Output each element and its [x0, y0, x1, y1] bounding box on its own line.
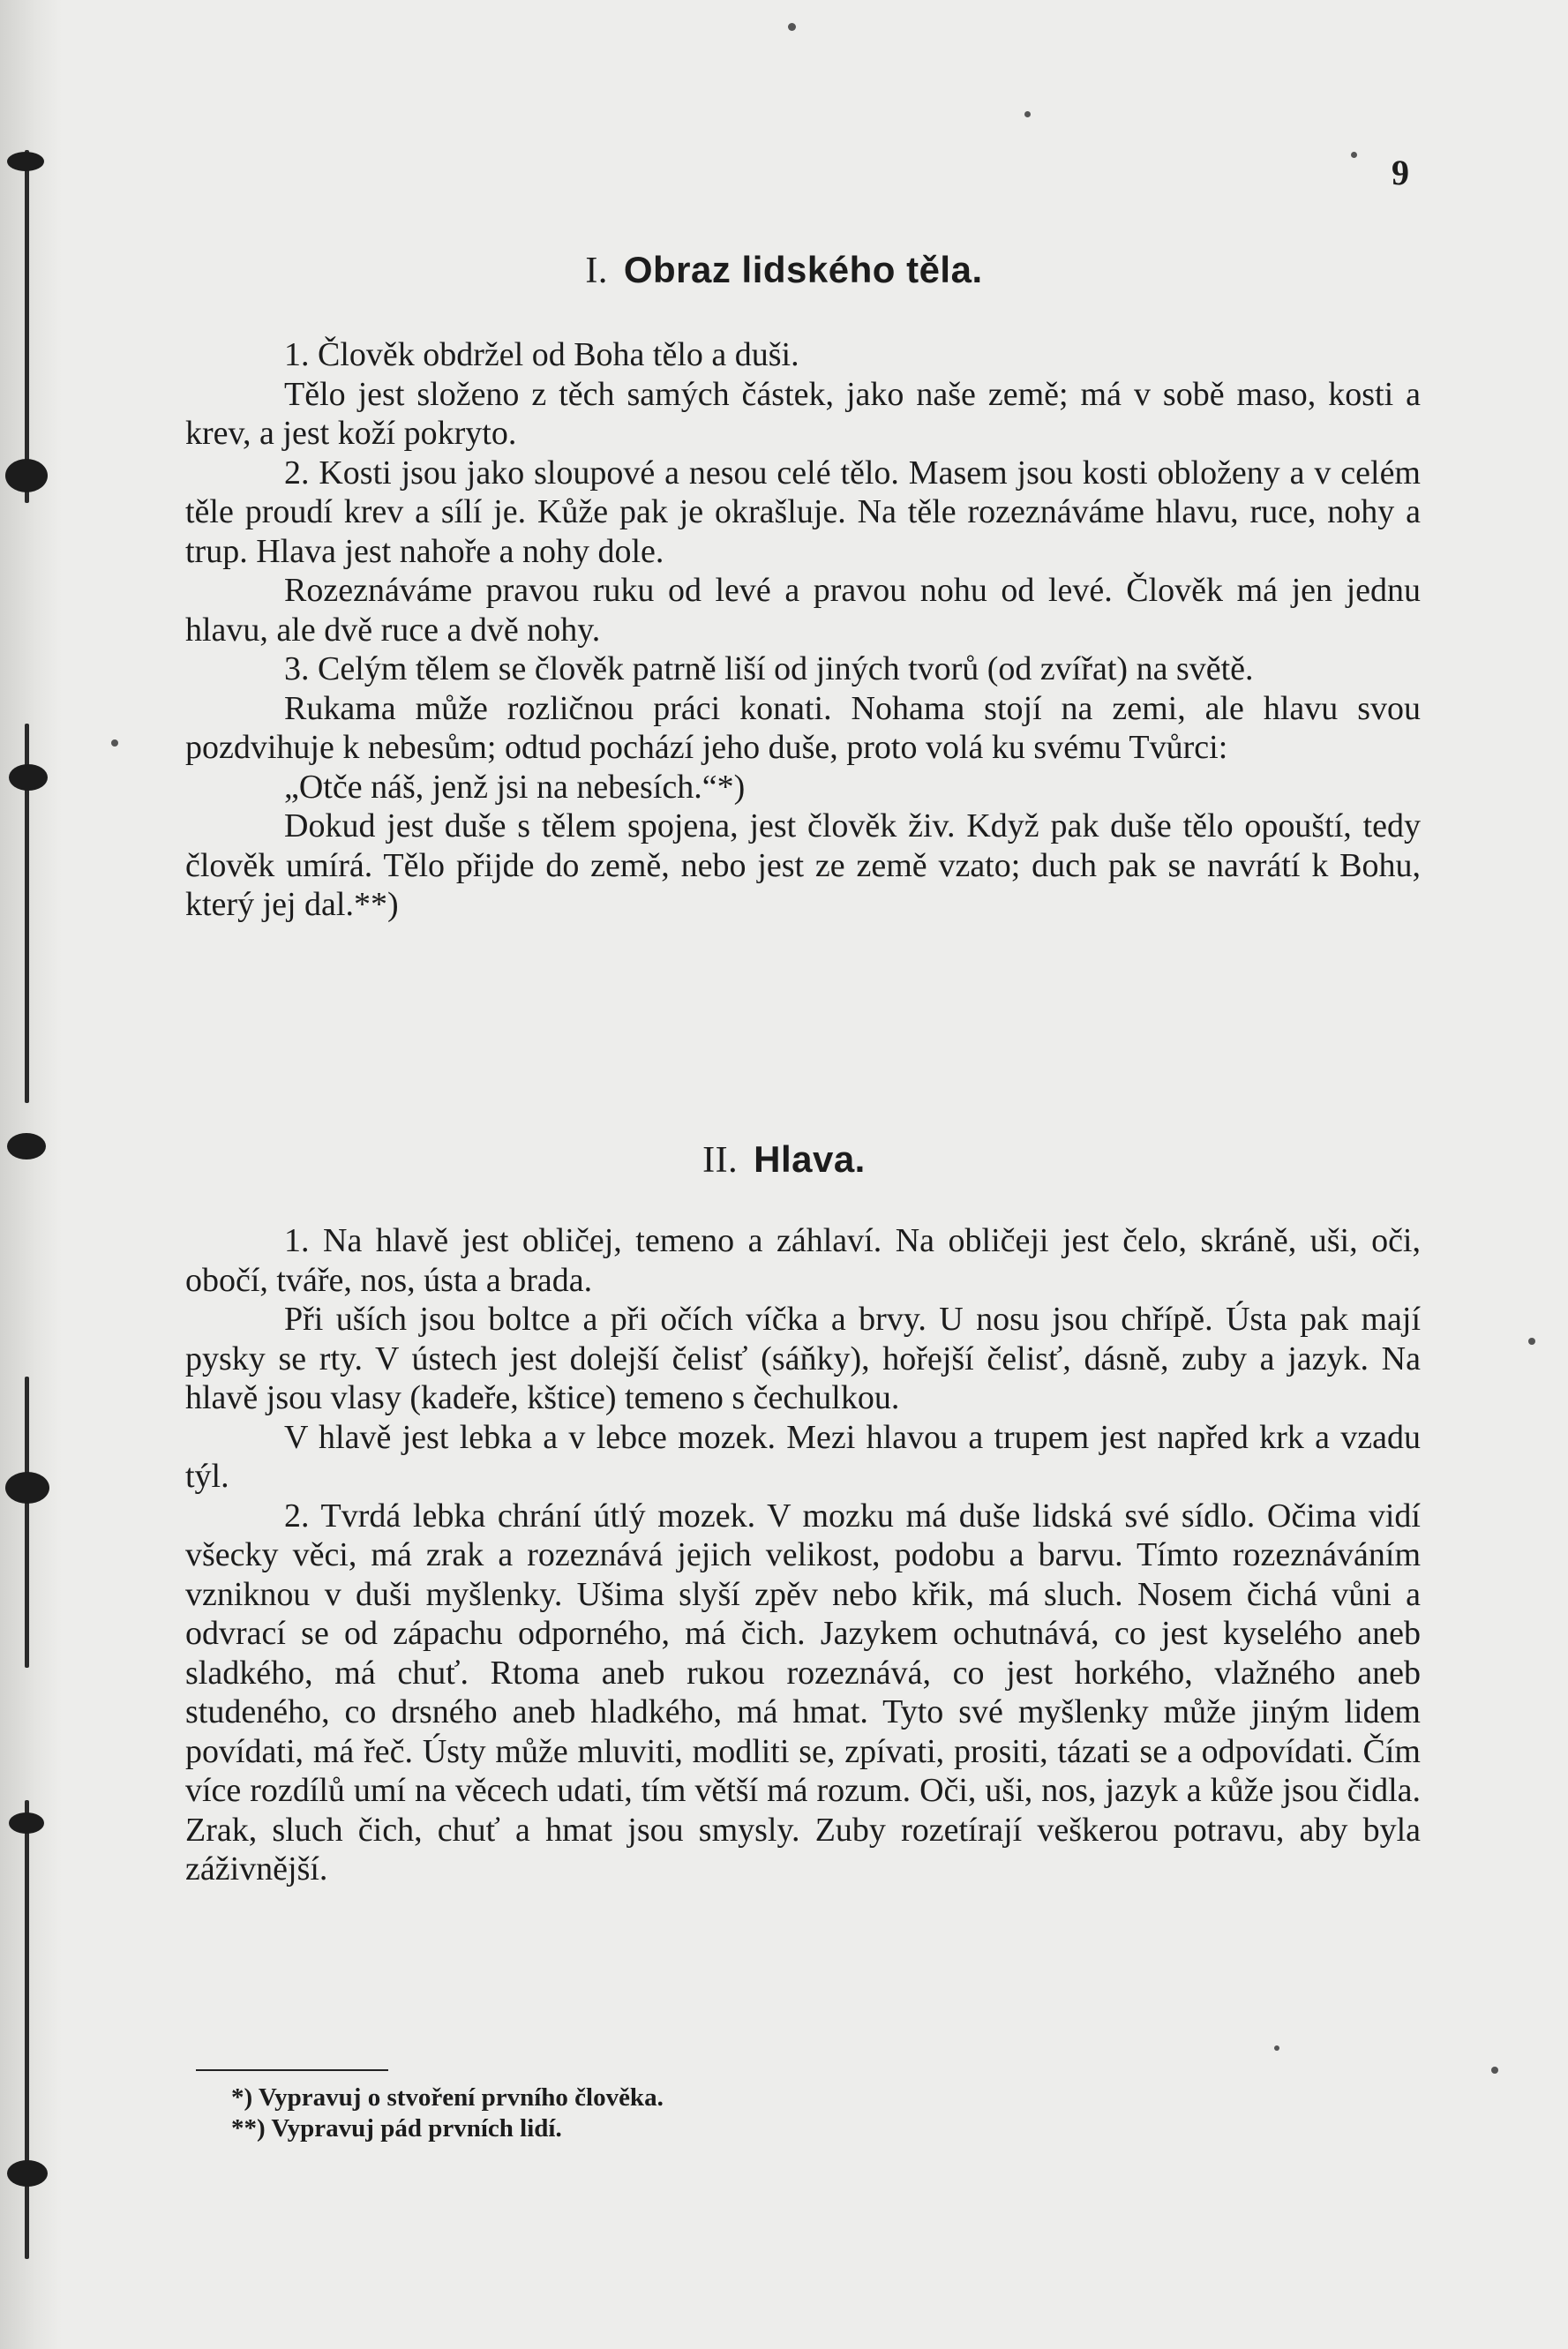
paragraph: 1. Člověk obdržel od Boha tělo a duši. [284, 336, 799, 373]
section-2-body [185, 1221, 1421, 1889]
paragraph: Tělo jest složeno z těch samých částek, jako naše země; má v sobě maso, kosti a krev, a jest koží pokryto. [185, 375, 1421, 452]
section-number: II. [702, 1140, 739, 1181]
paper-speck [788, 23, 796, 31]
paper-speck [1024, 111, 1031, 117]
paper-speck [1274, 2045, 1279, 2051]
binding-knot [9, 764, 48, 791]
paragraph: 1. Na hlavě jest obličej, temeno a záhlaví. Na obličeji jest čelo, skráně, uši, oči, obočí, tváře, nos, ústa a brada. [185, 1222, 1421, 1299]
section-number: I. [585, 251, 608, 291]
binding-knot [7, 152, 44, 171]
paragraph: 3. Celým tělem se člověk patrně liší od jiných tvorů (od zvířat) na světě. [284, 650, 1254, 687]
page-number: 9 [1392, 153, 1409, 192]
footnote: **) Vypravuj pád prvních lidí. [231, 2114, 562, 2143]
paper-speck [1528, 1338, 1535, 1345]
footnotes [231, 2083, 664, 2144]
section-heading-2 [0, 1138, 1568, 1182]
paragraph: Dokud jest duše s tělem spojena, jest člověk živ. Když pak duše tělo opouští, tedy člověk umírá. Tělo přijde do země, nebo jest ze země vzato; duch pak se navrátí k Bohu, který jej dal.**) [185, 807, 1421, 923]
footnote-separator [196, 2069, 388, 2071]
paragraph: 2. Tvrdá lebka chrání útlý mozek. V mozku má duše lidská své sídlo. Očima vidí všecky věci, má zrak a rozeznává jejich velikost, podobu a barvu. Tímto rozeznáváním vzniknou v duši myšlenky. Ušima slyší zpěv nebo křik, má sluch. Nosem čichá vůni a odvrací se od zápachu odporného, má čich. Jazykem ochutnává, co jest kyselého aneb sladkého, má chuť. Rtoma aneb rukou rozeznává, co jest horkého, vlažného aneb studeného, co drsného aneb hladkého, má hmat. Tyto své myšlenky může jiným lidem povídati, má řeč. Ústy může mluviti, modliti se, zpívati, prositi, tázati se a odpovídati. Čím více rozdílů umí na věcech udati, tím větší má rozum. Oči, uši, nos, jazyk a kůže jsou čidla. Zrak, sluch čich, chuť a hmat jsou smysly. Zuby rozetírají veškerou potravu, aby byla záživnější. [185, 1497, 1421, 1887]
binding-knot [7, 2160, 48, 2187]
paragraph: Rukama může rozličnou práci konati. Nohama stojí na zemi, ale hlavu svou pozdvihuje k nebesům; odtud pochází jeho duše, proto volá ku svému Tvůrci: [185, 689, 1421, 766]
paragraph: V hlavě jest lebka a v lebce mozek. Mezi hlavou a trupem jest napřed krk a vzadu týl. [185, 1418, 1421, 1495]
binding-thread [25, 150, 29, 503]
section-1-body [185, 335, 1421, 925]
paper-speck [111, 739, 118, 747]
footnote: *) Vypravuj o stvoření prvního člověka. [231, 2083, 664, 2112]
binding-thread [25, 1800, 29, 2259]
binding-thread [25, 1377, 29, 1668]
section-title: Hlava. [754, 1138, 866, 1180]
paper-speck [1351, 152, 1357, 158]
paragraph: 2. Kosti jsou jako sloupové a nesou celé tělo. Masem jsou kosti obloženy a v celém těle proudí krev a sílí je. Kůže pak je okrašluje. Na těle rozeznáváme hlavu, ruce, nohy a trup. Hlava jest nahoře a nohy dole. [185, 454, 1421, 570]
paper-speck [1491, 2067, 1498, 2074]
paragraph: Při uších jsou boltce a při očích víčka a brvy. U nosu jsou chřípě. Ústa pak mají pysky se rty. V ústech jest dolejší čelisť (sáňky), hořejší čelisť, dásně, zuby a jazyk. Na hlavě jsou vlasy (kadeře, kštice) temeno s čechulkou. [185, 1301, 1421, 1416]
paragraph: Rozeznáváme pravou ruku od levé a pravou nohu od levé. Člověk má jen jednu hlavu, ale dvě ruce a dvě nohy. [185, 572, 1421, 649]
binding-knot [5, 1472, 49, 1504]
section-title: Obraz lidského těla. [623, 249, 983, 290]
paragraph: „Otče náš, jenž jsi na nebesích.“*) [284, 768, 746, 806]
binding-knot [9, 1812, 44, 1834]
binding-knot [5, 459, 48, 492]
section-heading-1 [0, 249, 1568, 292]
